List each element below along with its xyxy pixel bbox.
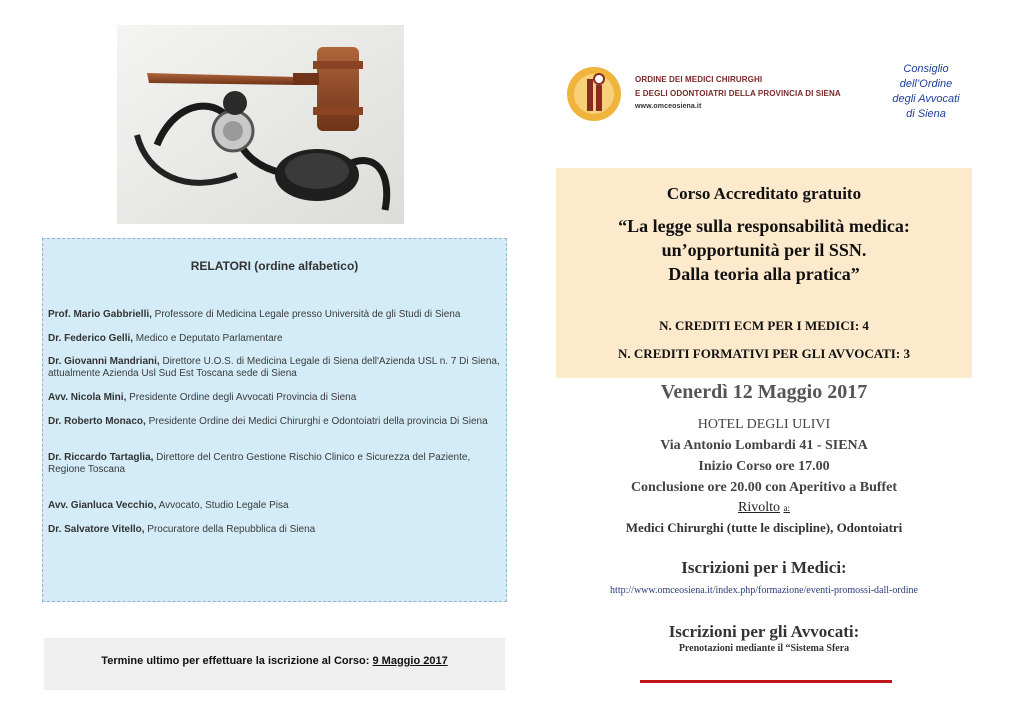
course-title-line: Dalla teoria alla pratica” bbox=[668, 264, 860, 284]
speakers-title: RELATORI (ordine alfabetico) bbox=[190, 259, 359, 273]
org-name-line2: E DEGLI ODONTOIATRI DELLA PROVINCIA DI SIENA bbox=[635, 89, 841, 98]
speakers-panel bbox=[42, 238, 507, 602]
deadline-text: Termine ultimo per effettuare la iscrizione al Corso: 9 Maggio 2017 bbox=[101, 655, 448, 667]
speaker-item: Avv. Gianluca Vecchio, Avvocato, Studio Legale Pisa bbox=[48, 500, 289, 511]
gavel-stethoscope-photo bbox=[117, 25, 404, 224]
deadline-date: 9 Maggio 2017 bbox=[372, 655, 448, 667]
event-address: Via Antonio Lombardi 41 - SIENA bbox=[660, 438, 868, 453]
speaker-item: Dr. Riccardo Tartaglia, Direttore del Centro Gestione Rischio Clinico e Sicurezza del Paziente, Regione Toscana bbox=[48, 452, 471, 475]
omceo-logo-icon bbox=[565, 65, 623, 123]
doctors-registration-link[interactable]: http://www.omceosiena.it/index.php/formazione/eventi-promossi-dall-ordine bbox=[610, 585, 918, 596]
doctors-registration-title: Iscrizioni per i Medici: bbox=[681, 558, 847, 577]
lawyers-registration-note: Prenotazioni mediante il “Sistema Sfera bbox=[678, 643, 850, 654]
speaker-item: Dr. Federico Gelli, Medico e Deputato Parlamentare bbox=[48, 333, 283, 344]
speaker-item: Dr. Giovanni Mandriani, Direttore U.O.S. di Medicina Legale di Siena dell'Azienda USL n. 7 Di Siena, attualmente Azienda Usl Sud Est Toscana sede di Siena bbox=[48, 356, 500, 379]
course-type: Corso Accreditato gratuito bbox=[666, 184, 862, 203]
speaker-item: Prof. Mario Gabbrielli, Professore di Medicina Legale presso Università de gli Studi di Siena bbox=[48, 309, 461, 320]
org-website[interactable]: www.omceosiena.it bbox=[635, 103, 702, 110]
event-start-time: Inizio Corso ore 17.00 bbox=[698, 459, 830, 474]
credits-doctors: N. CREDITI ECM PER I MEDICI: 4 bbox=[659, 318, 869, 333]
course-title-line: “La legge sulla responsabilità medica: bbox=[618, 216, 910, 236]
credits-lawyers: N. CREDITI FORMATIVI PER GLI AVVOCATI: 3 bbox=[618, 346, 910, 361]
lawyers-registration-title: Iscrizioni per gli Avvocati: bbox=[668, 622, 860, 641]
course-title-line: un’opportunità per il SSN. bbox=[661, 240, 867, 260]
audience-label: Rivolto a: bbox=[737, 500, 790, 515]
speaker-item: Avv. Nicola Mini, Presidente Ordine degli Avvocati Provincia di Siena bbox=[48, 392, 357, 403]
course-panel bbox=[556, 168, 972, 378]
event-date: Venerdì 12 Maggio 2017 bbox=[660, 381, 868, 403]
bar-council-name: Consiglio dell’Ordine degli Avvocati di Siena bbox=[892, 63, 960, 120]
org-name-line1: ORDINE DEI MEDICI CHIRURGHI bbox=[635, 75, 763, 84]
event-venue: HOTEL DEGLI ULIVI bbox=[697, 417, 831, 432]
speaker-item: Dr. Roberto Monaco, Presidente Ordine dei Medici Chirurghi e Odontoiatri della provincia Di Siena bbox=[48, 416, 488, 427]
speaker-item: Dr. Salvatore Vitello, Procuratore della Repubblica di Siena bbox=[48, 524, 316, 535]
deadline-panel bbox=[44, 638, 505, 690]
audience: Medici Chirurghi (tutte le discipline), Odontoiatri bbox=[625, 520, 903, 535]
event-end-time: Conclusione ore 20.00 con Aperitivo a Buffet bbox=[630, 480, 898, 495]
red-divider bbox=[640, 680, 892, 683]
